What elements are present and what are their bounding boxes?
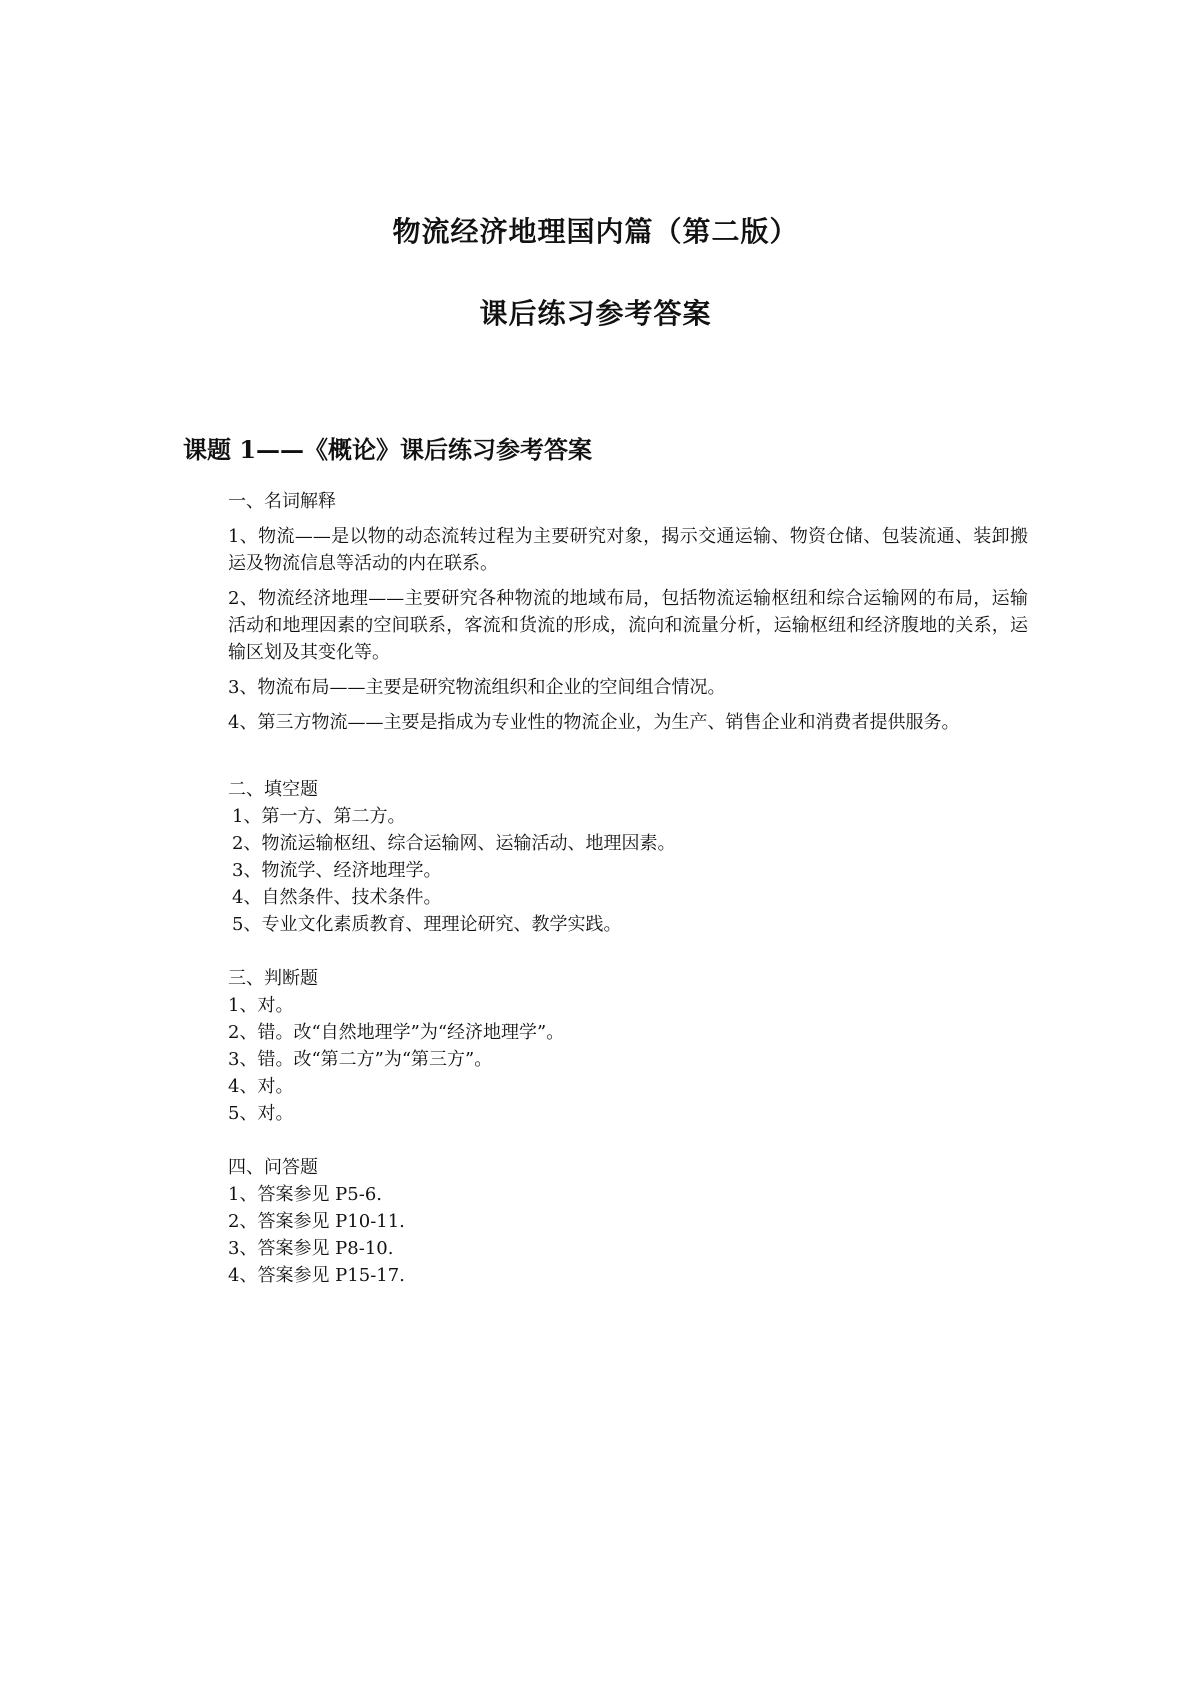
true-false-item: 3、错。改“第二方”为“第三方”。: [228, 1049, 493, 1070]
document-body: [228, 488, 1028, 1289]
section-heading: 课题 1——《概论》课后练习参考答案: [183, 435, 593, 464]
spacer: [228, 938, 1028, 965]
fill-in-item: 5、专业文化素质教育、理理论研究、教学实践。: [232, 914, 622, 935]
definition-item: 1、物流——是以物的动态流转过程为主要研究对象，揭示交通运输、物资仓储、包装流通、装卸搬运及物流信息等活动的内在联系。: [228, 526, 1028, 574]
qa-item: 3、答案参见 P8-10.: [228, 1238, 394, 1259]
part-true-false: [228, 965, 1028, 1127]
spacer: [228, 736, 1028, 776]
fill-in-item: 1、第一方、第二方。: [232, 806, 406, 827]
qa-item: 2、答案参见 P10-11.: [228, 1211, 405, 1232]
spacer: [228, 1127, 1028, 1154]
qa-item: 1、答案参见 P5-6.: [228, 1184, 382, 1205]
document-title: 物流经济地理国内篇（第二版）: [392, 215, 799, 248]
fill-in-item: 2、物流运输枢纽、综合运输网、运输活动、地理因素。: [232, 833, 676, 854]
true-false-item: 2、错。改“自然地理学”为“经济地理学”。: [228, 1022, 565, 1043]
true-false-item: 1、对。: [228, 995, 294, 1016]
part-fill-in: [228, 776, 1028, 938]
part-heading-fill-in: 二、填空题: [228, 779, 318, 800]
definition-item: 2、物流经济地理——主要研究各种物流的地域布局，包括物流运输枢纽和综合运输网的布局，运输活动和地理因素的空间联系，客流和货流的形成，流向和流量分析，运输枢纽和经济腹地的关系，运输区划及其变化等。: [228, 588, 1028, 663]
true-false-item: 5、对。: [228, 1103, 294, 1124]
fill-in-item: 4、自然条件、技术条件。: [232, 887, 442, 908]
true-false-item: 4、对。: [228, 1076, 294, 1097]
definition-item: 3、物流布局——主要是研究物流组织和企业的空间组合情况。: [228, 677, 726, 698]
part-heading-true-false: 三、判断题: [228, 968, 318, 989]
part-definitions: [228, 488, 1028, 736]
part-heading-qa: 四、问答题: [228, 1157, 318, 1178]
part-heading-definitions: 一、名词解释: [228, 491, 336, 512]
qa-item: 4、答案参见 P15-17.: [228, 1265, 405, 1286]
definition-item: 4、第三方物流——主要是指成为专业性的物流企业，为生产、销售企业和消费者提供服务。: [228, 712, 960, 733]
fill-in-item: 3、物流学、经济地理学。: [232, 860, 442, 881]
part-qa: [228, 1154, 1028, 1289]
document-subtitle: 课后练习参考答案: [479, 297, 712, 330]
